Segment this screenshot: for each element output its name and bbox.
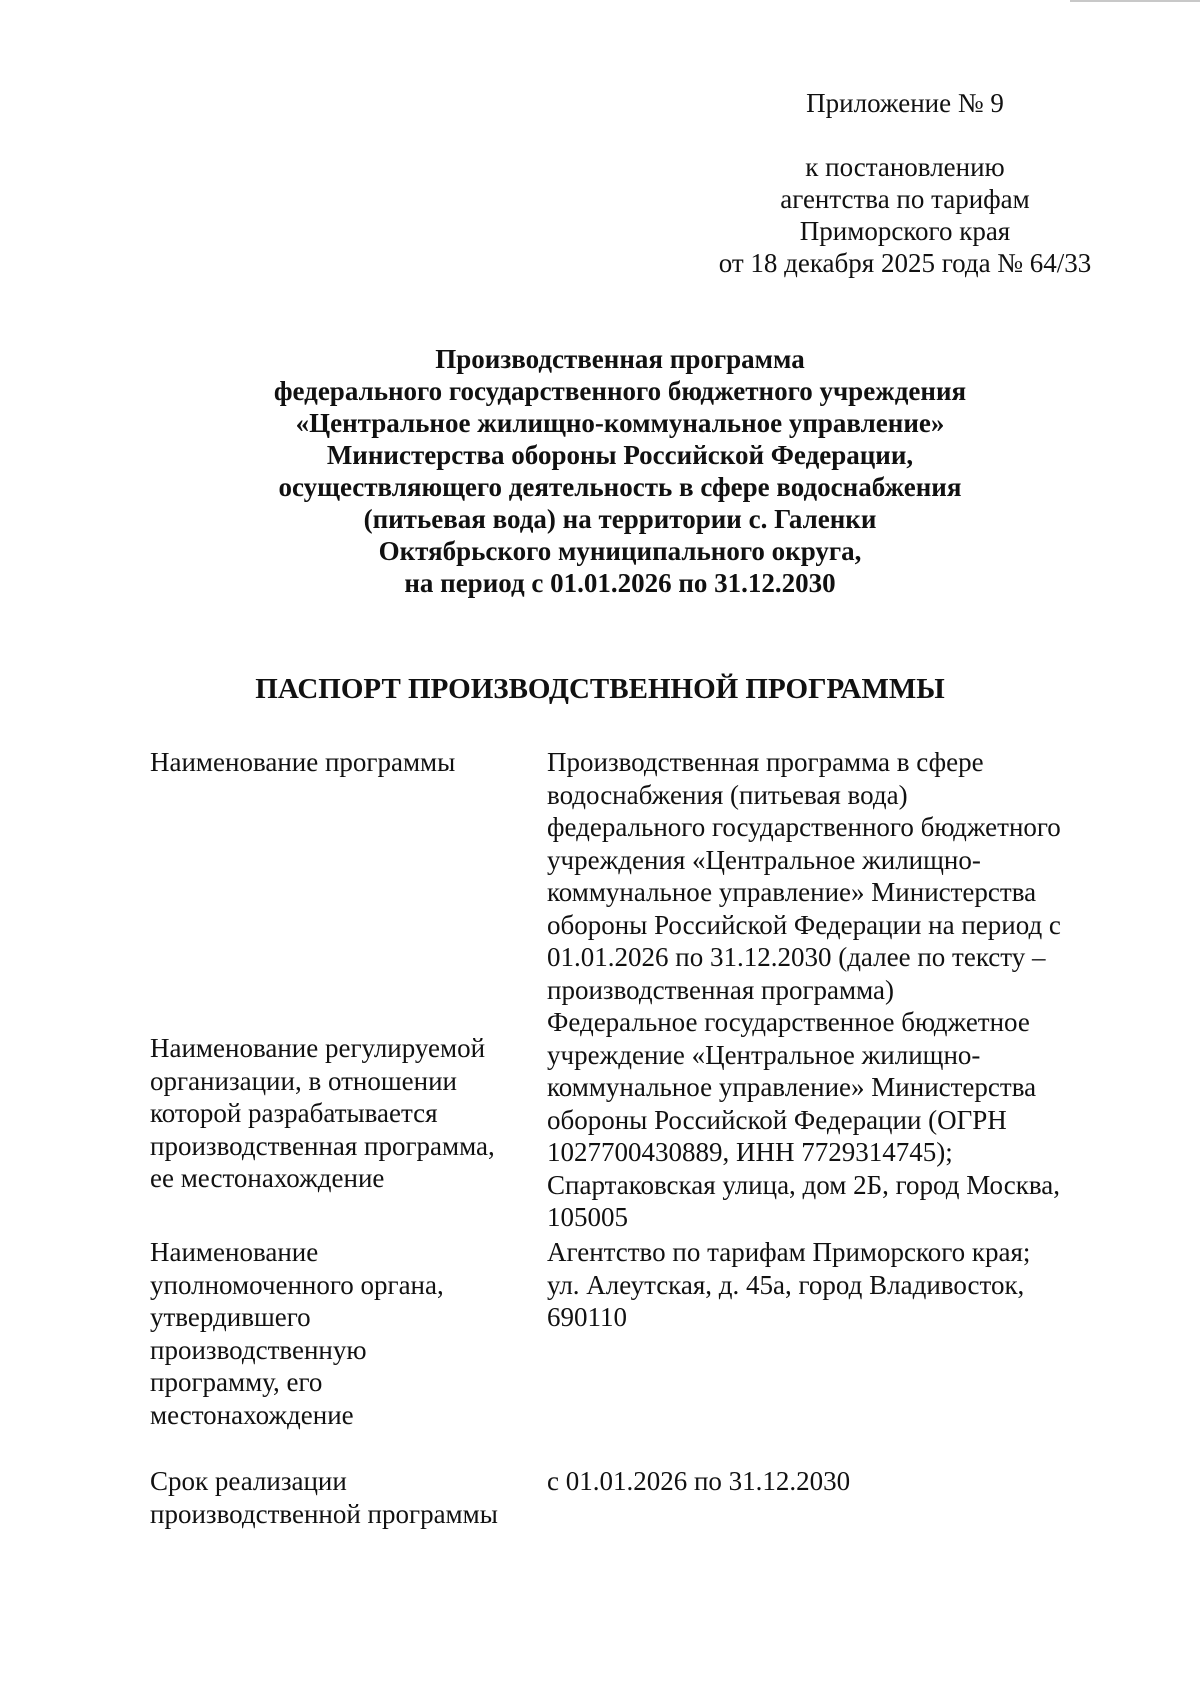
document-title [200, 343, 1040, 599]
value-line: Спартаковская улица, дом 2Б, город Москва, [547, 1169, 1060, 1200]
value-line: производственная программа) [547, 974, 894, 1005]
value-line: 690110 [547, 1302, 627, 1332]
label-line: Срок реализации [150, 1466, 347, 1496]
title-line: осуществляющего деятельность в сфере водоснабжения [278, 472, 962, 502]
passport-heading: ПАСПОРТ ПРОИЗВОДСТВЕННОЙ ПРОГРАММЫ [255, 673, 945, 705]
row-value [547, 1465, 1117, 1498]
row-label [150, 1465, 520, 1530]
label-line: производственную [150, 1334, 367, 1365]
label-line: программу, его [150, 1367, 323, 1397]
label-line: Наименование регулируемой [150, 1033, 486, 1063]
label-line: производственная программа, [150, 1130, 495, 1161]
label-line: местонахождение [150, 1399, 354, 1430]
value-line: обороны Российской Федерации (ОГРН [547, 1104, 1007, 1135]
row-value [547, 746, 1117, 1006]
value-line: коммунальное управление» Министерства [547, 877, 1037, 907]
value-line: Производственная программа в сфере [547, 747, 984, 777]
value-line: федерального государственного бюджетного [547, 812, 1061, 842]
appendix-line: к постановлению [805, 152, 1005, 182]
title-line: «Центральное жилищно-коммунальное управление» [295, 408, 945, 438]
label-line: производственной программы [150, 1498, 498, 1529]
label-line: уполномоченного органа, [150, 1269, 444, 1300]
value-line: 01.01.2026 по 31.12.2030 (далее по тексту – [547, 942, 1046, 972]
row-label [150, 746, 520, 779]
appendix-line: Приморского края [799, 216, 1011, 246]
row-value [547, 1236, 1117, 1334]
appendix-number: Приложение № 9 [806, 88, 1004, 118]
value-line: 1027700430889, ИНН 7729314745); [547, 1137, 953, 1167]
label-line: Наименование [150, 1237, 319, 1267]
appendix-reference [705, 151, 1105, 279]
value-line: коммунальное управление» Министерства [547, 1072, 1037, 1102]
value-line: учреждение «Центральное жилищно- [547, 1039, 981, 1070]
value-line: ул. Алеутская, д. 45а, город Владивосток, [547, 1269, 1025, 1300]
title-line: Производственная программа [435, 344, 805, 374]
scan-edge-mark [1070, 0, 1200, 2]
value-line: 105005 [547, 1202, 628, 1232]
appendix-line: агентства по тарифам [780, 184, 1030, 214]
value-line: обороны Российской Федерации на период с [547, 909, 1061, 940]
row-value [547, 1006, 1117, 1234]
title-line: федерального государственного бюджетного учреждения [273, 376, 967, 406]
row-label [150, 1236, 520, 1431]
row-label [150, 1032, 520, 1195]
title-line: Октябрьского муниципального округа, [378, 536, 862, 566]
label-line: организации, в отношении [150, 1065, 457, 1096]
value-line: водоснабжения (питьевая вода) [547, 779, 908, 810]
title-line: Министерства обороны Российской Федерации, [326, 440, 914, 470]
label-line: ее местонахождение [150, 1163, 385, 1193]
value-line: с 01.01.2026 по 31.12.2030 [547, 1466, 851, 1496]
label-line: Наименование программы [150, 747, 456, 777]
value-line: учреждения «Центральное жилищно- [547, 844, 981, 875]
label-line: которой разрабатывается [150, 1098, 438, 1128]
label-line: утвердившего [150, 1302, 311, 1332]
title-line: (питьевая вода) на территории с. Галенки [363, 504, 877, 534]
title-line: на период с 01.01.2026 по 31.12.2030 [404, 568, 836, 598]
appendix-line: от 18 декабря 2025 года № 64/33 [718, 248, 1092, 278]
value-line: Агентство по тарифам Приморского края; [547, 1237, 1031, 1267]
value-line: Федеральное государственное бюджетное [547, 1007, 1030, 1037]
